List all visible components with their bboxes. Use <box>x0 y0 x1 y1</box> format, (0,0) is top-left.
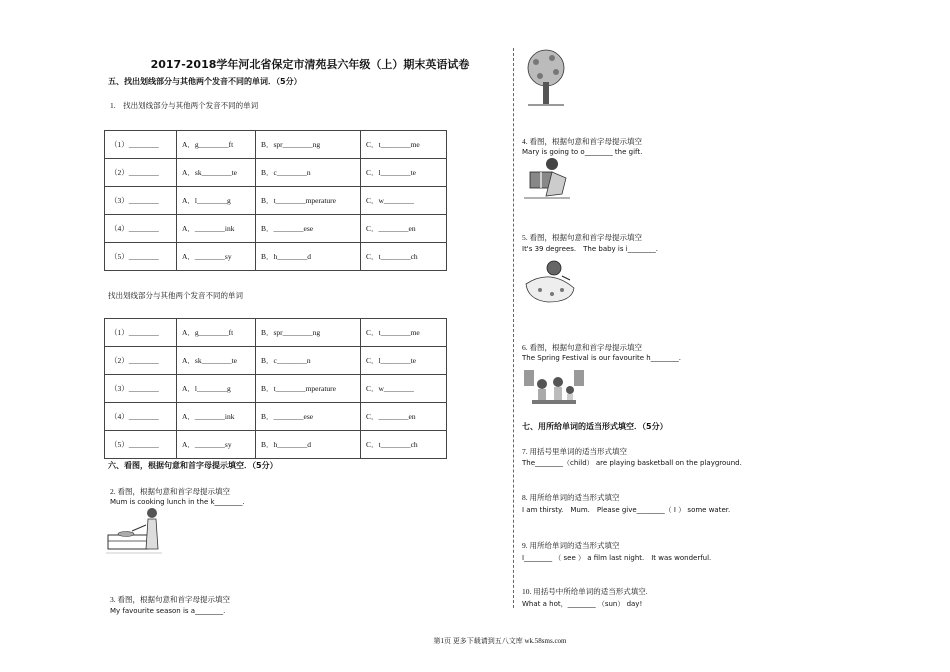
table-row <box>105 375 447 403</box>
option-cell: C．w________ <box>361 375 447 403</box>
option-cell: A．g________ft <box>177 131 256 159</box>
q8-text: I am thirsty. Mum. Please give________（ I ） some water. <box>522 506 731 514</box>
option-cell: B．________ese <box>256 215 361 243</box>
tree-illustration <box>522 48 570 108</box>
section5-heading: 五、找出划线部分与其他两个发音不同的单词．（5分） <box>108 77 302 86</box>
option-cell: B．t________mperature <box>256 187 361 215</box>
option-cell: C．________en <box>361 215 447 243</box>
option-cell: B．h________d <box>256 243 361 271</box>
q5-text: It's 39 degrees. The baby is i________. <box>522 245 658 253</box>
q1-label: 1. 找出划线部分与其他两个发音不同的单词 <box>110 101 259 110</box>
q10-text: What a hot，________ （sun） day! <box>522 600 643 608</box>
option-cell: B．c________n <box>256 347 361 375</box>
option-cell: A．l________g <box>177 375 256 403</box>
answer-blank-cell[interactable]: （4）________ <box>105 215 177 243</box>
phonics-table-2 <box>104 318 447 459</box>
option-cell: C．t________me <box>361 319 447 347</box>
q2-text: Mum is cooking lunch in the k________. <box>110 498 245 506</box>
table-row <box>105 403 447 431</box>
q5-label: 5. 看图，根据句意和首字母提示填空 <box>522 233 642 242</box>
answer-blank-cell[interactable]: （5）________ <box>105 243 177 271</box>
option-cell: C．w________ <box>361 187 447 215</box>
option-cell: A．________ink <box>177 403 256 431</box>
answer-blank-cell[interactable]: （3）________ <box>105 375 177 403</box>
answer-blank-cell[interactable]: （3）________ <box>105 187 177 215</box>
answer-blank-cell[interactable]: （2）________ <box>105 159 177 187</box>
table-row <box>105 159 447 187</box>
answer-blank-cell[interactable]: （1）________ <box>105 319 177 347</box>
table-row <box>105 347 447 375</box>
section7-heading: 七、用所给单词的适当形式填空．（5分） <box>522 422 668 431</box>
column-divider <box>513 48 514 608</box>
page-title: 2017-2018学年河北省保定市清苑县六年级（上）期末英语试卷 <box>150 58 470 71</box>
q10-label: 10. 用括号中所给单词的适当形式填空. <box>522 587 648 596</box>
table-row <box>105 215 447 243</box>
option-cell: C．t________me <box>361 131 447 159</box>
spring-festival-illustration <box>522 366 586 410</box>
q2-label: 2. 看图，根据句意和首字母提示填空 <box>110 487 230 496</box>
section6-heading: 六、看图，根据句意和首字母提示填空．（5分） <box>108 461 278 470</box>
option-cell: C．l________te <box>361 347 447 375</box>
q9-text: I________ （ see ） a film last night. It was wonderful. <box>522 554 712 562</box>
option-cell: C．l________te <box>361 159 447 187</box>
option-cell: B．spr________ng <box>256 319 361 347</box>
option-cell: C．t________ch <box>361 243 447 271</box>
q8-label: 8. 用所给单词的适当形式填空 <box>522 493 620 502</box>
option-cell: B．c________n <box>256 159 361 187</box>
q3-text: My favourite season is a________. <box>110 607 226 615</box>
table-row <box>105 187 447 215</box>
option-cell: B．________ese <box>256 403 361 431</box>
option-cell: A．________sy <box>177 243 256 271</box>
option-cell: A．________ink <box>177 215 256 243</box>
option-cell: B．h________d <box>256 431 361 459</box>
table-row <box>105 243 447 271</box>
mum-cooking-illustration <box>106 505 162 557</box>
q9-label: 9. 用所给单词的适当形式填空 <box>522 541 620 550</box>
option-cell: A．sk________te <box>177 159 256 187</box>
q3-label: 3. 看图，根据句意和首字母提示填空 <box>110 595 230 604</box>
answer-blank-cell[interactable]: （4）________ <box>105 403 177 431</box>
option-cell: A．sk________te <box>177 347 256 375</box>
answer-blank-cell[interactable]: （1）________ <box>105 131 177 159</box>
q4-label: 4. 看图，根据句意和首字母提示填空 <box>522 137 642 146</box>
option-cell: A．l________g <box>177 187 256 215</box>
page-footer: 第1页 更多下载请到五八文库 wk.58sms.com <box>433 637 567 645</box>
option-cell: C．t________ch <box>361 431 447 459</box>
answer-blank-cell[interactable]: （2）________ <box>105 347 177 375</box>
option-cell: C．________en <box>361 403 447 431</box>
q6-label: 6. 看图，根据句意和首字母提示填空 <box>522 343 642 352</box>
option-cell: A．g________ft <box>177 319 256 347</box>
option-cell: B．t________mperature <box>256 375 361 403</box>
q7-label: 7. 用括号里单词的适当形式填空 <box>522 447 627 456</box>
phonics-table-1 <box>104 130 447 271</box>
q-repeat-label: 找出划线部分与其他两个发音不同的单词 <box>108 291 243 300</box>
answer-blank-cell[interactable]: （5）________ <box>105 431 177 459</box>
table-row <box>105 431 447 459</box>
q6-text: The Spring Festival is our favourite h________. <box>522 354 681 362</box>
q7-text: The________（child） are playing basketball on the playground. <box>522 459 742 467</box>
girl-opening-gift-illustration <box>522 156 572 202</box>
q4-text: Mary is going to o________ the gift. <box>522 148 643 156</box>
option-cell: A．________sy <box>177 431 256 459</box>
option-cell: B．spr________ng <box>256 131 361 159</box>
sick-baby-illustration <box>522 254 578 306</box>
table-row <box>105 319 447 347</box>
table-row <box>105 131 447 159</box>
